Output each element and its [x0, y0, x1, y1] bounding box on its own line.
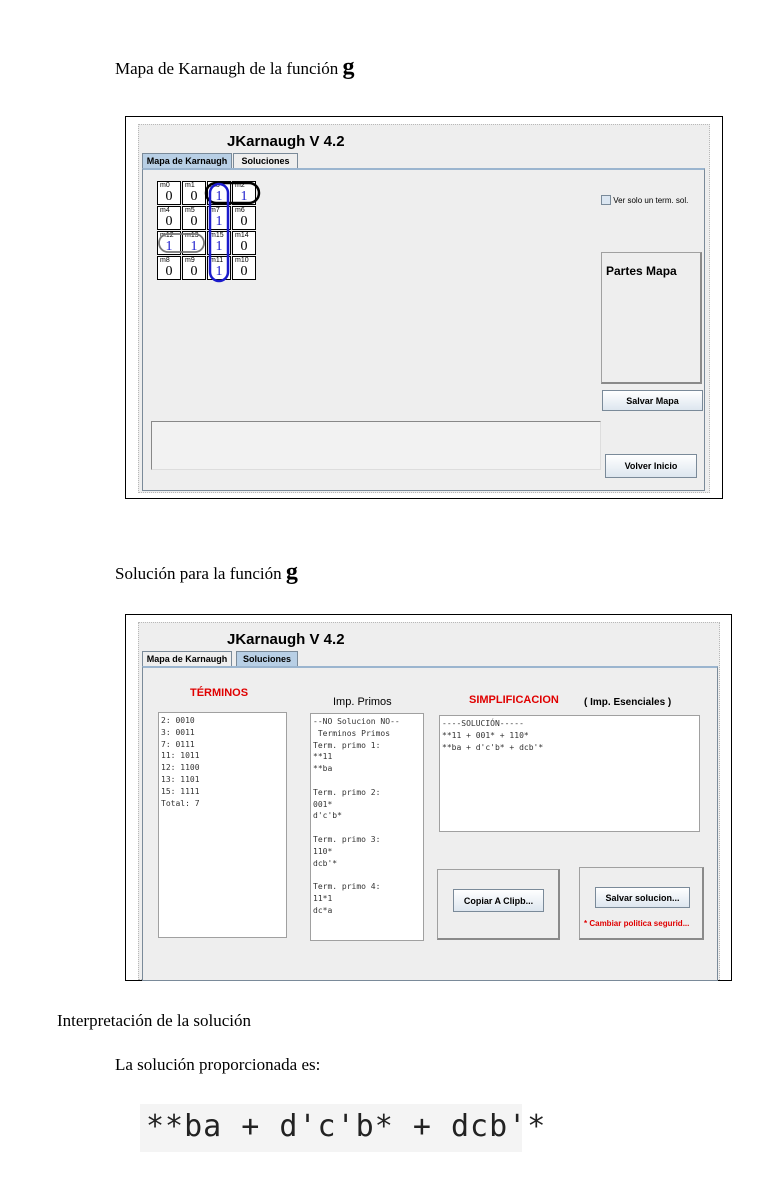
cell-label: m5 — [185, 207, 195, 214]
cell-label: m9 — [185, 257, 195, 264]
interpretation-heading: Interpretación de la solución — [57, 1011, 252, 1030]
policy-warning: * Cambiar politica segurid... — [584, 919, 690, 928]
cell-value: 0 — [240, 214, 248, 229]
tab-map[interactable]: Mapa de Karnaugh — [142, 651, 232, 666]
cell-value: 0 — [240, 264, 248, 279]
cell-label: m14 — [235, 232, 249, 239]
tab-map[interactable]: Mapa de Karnaugh — [142, 153, 232, 168]
simplification-textarea[interactable]: ----SOLUCIÓN----- **11 + 001* + 110* **ba + d'c'b* + dcb'* — [439, 715, 700, 832]
cell-label: m4 — [160, 207, 170, 214]
terms-title: TÉRMINOS — [190, 687, 249, 699]
cell-value: 1 — [215, 264, 223, 279]
map-heading — [115, 54, 355, 81]
cell-value: 0 — [190, 189, 198, 204]
tab-solutions[interactable]: Soluciones — [236, 651, 298, 666]
copy-panel — [437, 869, 560, 940]
tab-bar — [142, 153, 302, 168]
cell-value: 1 — [215, 239, 223, 254]
solution-heading — [115, 559, 298, 586]
cell-value: 0 — [190, 264, 198, 279]
app-title: JKarnaugh V 4.2 — [227, 133, 345, 150]
cell-label: m13 — [185, 232, 199, 239]
solution-heading-text: Solución para la función — [115, 564, 282, 583]
cell-value: 0 — [165, 264, 173, 279]
cell-value: 0 — [240, 239, 248, 254]
cell-value: 1 — [215, 189, 223, 204]
app-window-solutions — [138, 622, 720, 980]
solution-heading-var: g — [285, 559, 298, 585]
karnaugh-grid — [157, 181, 261, 285]
primes-title: Imp. Primos — [333, 696, 392, 708]
parts-map-panel — [601, 252, 702, 384]
cell-label: m11 — [210, 257, 224, 264]
cell-value: 1 — [215, 214, 223, 229]
group-loop-row3 — [159, 234, 204, 252]
cell-value: 0 — [190, 214, 198, 229]
checkbox-label: Ver solo un term. sol. — [613, 196, 689, 205]
group-loops — [157, 181, 261, 285]
cell-label: m6 — [235, 207, 245, 214]
app-title: JKarnaugh V 4.2 — [227, 631, 345, 648]
map-panel — [142, 168, 705, 491]
cell-label: m10 — [235, 257, 249, 264]
save-solution-button[interactable]: Salvar solucion... — [595, 887, 690, 908]
save-solution-panel — [579, 867, 704, 940]
cell-label: m0 — [160, 182, 170, 189]
karnaugh-screenshot-frame — [125, 116, 723, 499]
save-map-button[interactable]: Salvar Mapa — [602, 390, 703, 411]
cell-label: m3 — [210, 182, 220, 189]
cell-value: 1 — [240, 189, 248, 204]
checkbox-box[interactable] — [601, 195, 611, 205]
cell-label: m7 — [210, 207, 220, 214]
solution-formula-box — [140, 1104, 547, 1152]
map-heading-text: Mapa de Karnaugh de la función — [115, 59, 339, 78]
cell-label: m15 — [210, 232, 224, 239]
tab-bar — [142, 651, 302, 666]
group-loop-col3 — [210, 184, 228, 281]
copy-clipboard-button[interactable]: Copiar A Clipb... — [453, 889, 544, 912]
cell-value: 1 — [165, 239, 173, 254]
simplification-title: SIMPLIFICACION — [469, 694, 559, 706]
cell-value: 1 — [190, 239, 198, 254]
solutions-panel — [142, 666, 718, 981]
map-output-field[interactable] — [151, 421, 601, 470]
tab-solutions[interactable]: Soluciones — [233, 153, 298, 168]
map-heading-var: g — [342, 54, 355, 80]
primes-textarea[interactable]: --NO Solucion NO-- Terminos Primos Term. primo 1: **11 **ba Term. primo 2: 001* d'c'b* Term. primo 3: 110* dcb'* Term. primo 4: 11*1 dc*a — [310, 713, 424, 941]
cell-value: 0 — [165, 189, 173, 204]
cell-label: m12 — [160, 232, 174, 239]
show-one-term-checkbox[interactable] — [601, 195, 688, 205]
solution-formula: **ba + d'c'b* + dcb'* — [146, 1109, 547, 1144]
terms-textarea[interactable]: 2: 0010 3: 0011 7: 0111 11: 1011 12: 1100 13: 1101 15: 1111 Total: 7 — [158, 712, 287, 938]
solutions-screenshot-frame — [125, 614, 732, 981]
cell-label: m1 — [185, 182, 195, 189]
cell-value: 0 — [165, 214, 173, 229]
back-button[interactable]: Volver Inicio — [605, 454, 697, 478]
cell-label: m8 — [160, 257, 170, 264]
app-window-map — [138, 124, 710, 493]
cell-label: m2 — [235, 182, 245, 189]
solution-intro: La solución proporcionada es: — [115, 1055, 321, 1074]
essentials-title: ( Imp. Esenciales ) — [584, 697, 672, 708]
parts-map-title: Partes Mapa — [606, 264, 677, 278]
